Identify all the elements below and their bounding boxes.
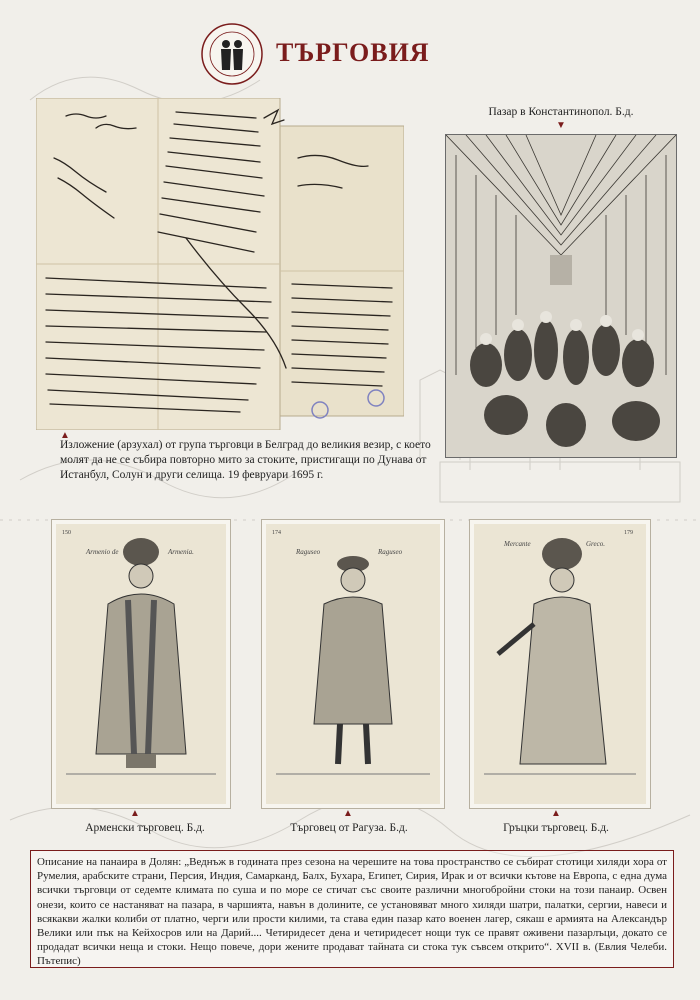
ragusan-merchant-portrait (262, 520, 444, 808)
caption-marker-icon: ▲ (343, 808, 353, 819)
ottoman-document-image (36, 98, 404, 430)
fair-description: Описание на панаира в Долян: „Веднъж в годината през сезона на черешите на това пространство се събират стотици хиляди хора от Румелия, арабските страни, Персия, Индия, Самарканд, Балх, Бухара, Египет, Сирия, Ирак и от всички кътове на Европа, с една дума всички търговци от седемте климата по суша и по море се стичат със своите различни многобройни стоки на този панаир. Освен онези, които се настаняват на пазара, в чаршията, навън в долините, се установяват много хиляди шатри, палатки, сергии, навеси и всякакви жалки колиби от платно, черги или прости килими, та става един пазар като военен лагер, сякаш е армията на Александър Велики или пък на Кейхосров или на Дарий.... Четиридесет дена и четиридесет нощи тук се правят оживени пазарлъци, докато се продадат всички неща и стоки. Нещо повече, дори жените продават тайната си стока тук съвсем открито“. XVII в. (Евлия Челеби. Пътепис) (30, 850, 674, 968)
document-caption: Изложение (арзухал) от група търговци в Белград до великия везир, с което молят да не се събира повторно мито за стоките, пристигащи по Дунава от Истанбул, Солун и други селища. 19 февруари 1695 г. (60, 439, 431, 481)
svg-text:Mercante: Mercante (504, 540, 531, 548)
page-title: ТЪРГОВИЯ (276, 38, 430, 67)
svg-text:Armenia.: Armenia. (168, 548, 194, 556)
ragusan-merchant-caption: Търговец от Рагуза. Б.д. (290, 822, 408, 834)
bazaar-caption: Пазар в Константинопол. Б.д. (488, 106, 634, 118)
caption-marker-icon: ▲ (60, 430, 70, 441)
caption-marker-icon: ▼ (556, 120, 566, 131)
greek-merchant-caption: Гръцки търговец. Б.д. (503, 822, 609, 834)
saints-seal-icon (200, 22, 264, 86)
constantinople-bazaar-engraving (445, 134, 677, 458)
caption-marker-icon: ▲ (551, 808, 561, 819)
svg-text:Raguseo: Raguseo (378, 548, 403, 556)
caption-marker-icon: ▲ (130, 808, 140, 819)
svg-text:150: 150 (62, 530, 71, 536)
svg-text:Greco.: Greco. (586, 540, 605, 548)
svg-text:174: 174 (272, 530, 281, 536)
armenian-merchant-caption: Арменски търговец. Б.д. (85, 822, 205, 834)
header (0, 18, 700, 88)
svg-text:Armenio de: Armenio de (86, 548, 119, 556)
svg-text:Raguseo: Raguseo (296, 548, 321, 556)
svg-text:•: • (210, 30, 212, 35)
armenian-merchant-portrait (52, 520, 230, 808)
greek-merchant-portrait (470, 520, 650, 808)
svg-text:179: 179 (624, 530, 633, 536)
